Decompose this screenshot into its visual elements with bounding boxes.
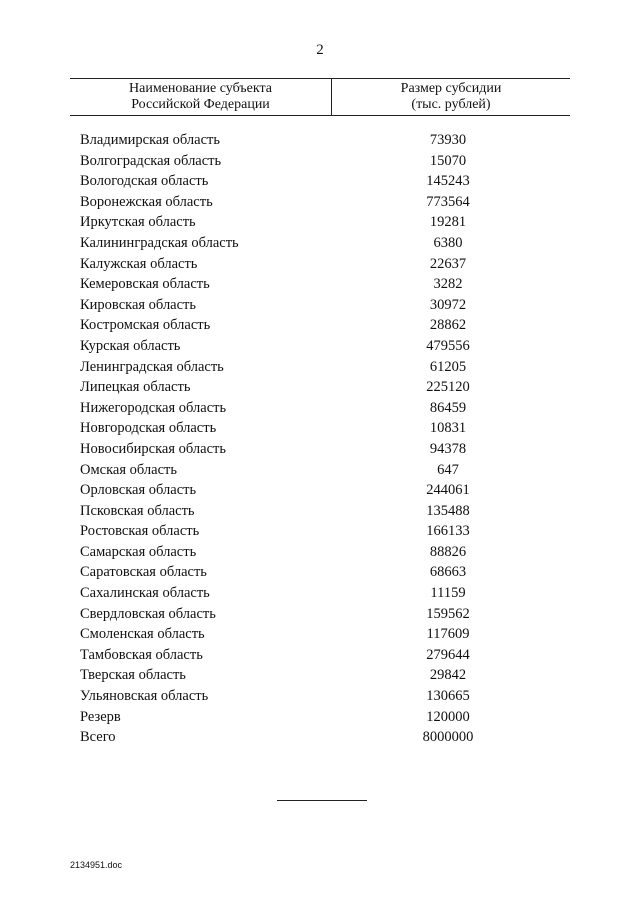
table-row <box>0 418 640 439</box>
region-name: Саратовская область <box>80 564 207 581</box>
subsidy-value: 22637 <box>429 255 467 272</box>
table-row <box>0 212 640 233</box>
table-row <box>0 645 640 666</box>
table-row <box>0 460 640 481</box>
table-row <box>0 274 640 295</box>
region-name: Новгородская область <box>80 420 217 437</box>
subsidy-value: 86459 <box>429 399 467 416</box>
table-body <box>0 130 640 748</box>
table-row <box>0 336 640 357</box>
region-name: Ленинградская область <box>80 358 224 375</box>
subsidy-value: 8000000 <box>422 729 474 746</box>
table-row <box>0 439 640 460</box>
region-name: Псковская область <box>80 502 195 519</box>
subsidy-value: 88826 <box>429 543 467 560</box>
table-row <box>0 130 640 151</box>
region-name: Всего <box>80 729 116 746</box>
table-row <box>0 686 640 707</box>
table-row <box>0 357 640 378</box>
region-name: Костромская область <box>80 317 211 334</box>
subsidy-value: 10831 <box>429 420 467 437</box>
subsidy-value: 61205 <box>429 358 467 375</box>
subsidy-value: 130665 <box>426 688 470 705</box>
table-row <box>0 707 640 728</box>
document-filename: 2134951.doc <box>70 860 123 870</box>
region-name: Воронежская область <box>80 193 213 210</box>
region-name: Самарская область <box>80 543 197 560</box>
region-name: Волгоградская область <box>80 152 222 169</box>
subsidy-value: 773564 <box>426 193 470 210</box>
subsidy-value: 15070 <box>429 152 467 169</box>
region-name: Калининградская область <box>80 234 239 251</box>
subsidy-value: 120000 <box>426 708 470 725</box>
table-row <box>0 254 640 275</box>
table-header <box>70 78 570 116</box>
subsidy-value: 225120 <box>426 379 470 396</box>
subsidy-value: 11159 <box>430 585 466 602</box>
subsidy-value: 135488 <box>426 502 470 519</box>
table-row <box>0 480 640 501</box>
subsidy-value: 29842 <box>429 667 467 684</box>
table-row <box>0 171 640 192</box>
table-row <box>0 521 640 542</box>
header-region-name-line2: Российской Федерации <box>131 97 270 112</box>
region-name: Калужская область <box>80 255 198 272</box>
table-row <box>0 398 640 419</box>
region-name: Орловская область <box>80 482 197 499</box>
region-name: Ростовская область <box>80 523 200 540</box>
table-row <box>0 604 640 625</box>
subsidy-value: 30972 <box>429 296 467 313</box>
subsidy-value: 479556 <box>426 337 470 354</box>
region-name: Иркутская область <box>80 214 196 231</box>
region-name: Омская область <box>80 461 177 478</box>
table-row <box>0 501 640 522</box>
header-region-name-line1: Наименование субъекта <box>129 81 272 96</box>
subsidy-value: 279644 <box>426 646 470 663</box>
region-name: Новосибирская область <box>80 440 226 457</box>
region-name: Кировская область <box>80 296 197 313</box>
region-name: Курская область <box>80 337 181 354</box>
table-row <box>0 727 640 748</box>
region-name: Смоленская область <box>80 626 205 643</box>
region-name: Вологодская область <box>80 173 209 190</box>
region-name: Тверская область <box>80 667 186 684</box>
table-row <box>0 151 640 172</box>
end-of-document-rule <box>277 800 367 801</box>
region-name: Липецкая область <box>80 379 191 396</box>
region-name: Кемеровская область <box>80 276 210 293</box>
subsidy-value: 28862 <box>429 317 467 334</box>
subsidy-value: 244061 <box>426 482 470 499</box>
subsidy-value: 73930 <box>429 132 467 148</box>
header-subsidy-amount <box>332 81 570 113</box>
subsidy-value: 94378 <box>429 440 467 457</box>
region-name: Нижегородская область <box>80 399 227 416</box>
header-subsidy-amount-line1: Размер субсидии <box>400 81 502 96</box>
subsidy-value: 145243 <box>426 173 470 190</box>
subsidy-value: 647 <box>437 461 459 478</box>
page-number: 2 <box>316 42 324 58</box>
region-name: Свердловская область <box>80 605 216 622</box>
table-row <box>0 542 640 563</box>
subsidy-value: 19281 <box>429 214 467 231</box>
table-row <box>0 583 640 604</box>
region-name: Резерв <box>80 708 121 725</box>
table-row <box>0 377 640 398</box>
region-name: Тамбовская область <box>80 646 203 663</box>
subsidy-value: 6380 <box>433 234 463 251</box>
subsidy-value: 159562 <box>426 605 470 622</box>
region-name: Владимирская область <box>80 132 220 148</box>
table-row <box>0 665 640 686</box>
table-row <box>0 315 640 336</box>
region-name: Ульяновская область <box>80 688 209 705</box>
subsidy-value: 3282 <box>433 276 463 293</box>
region-name: Сахалинская область <box>80 585 210 602</box>
table-row <box>0 624 640 645</box>
table-row <box>0 295 640 316</box>
header-subsidy-amount-line2: (тыс. рублей) <box>411 97 491 112</box>
subsidy-value: 68663 <box>429 564 467 581</box>
table-row <box>0 562 640 583</box>
table-row <box>0 233 640 254</box>
subsidy-value: 117609 <box>426 626 470 643</box>
subsidy-value: 166133 <box>426 523 470 540</box>
table-row <box>0 192 640 213</box>
header-region-name <box>70 81 331 113</box>
